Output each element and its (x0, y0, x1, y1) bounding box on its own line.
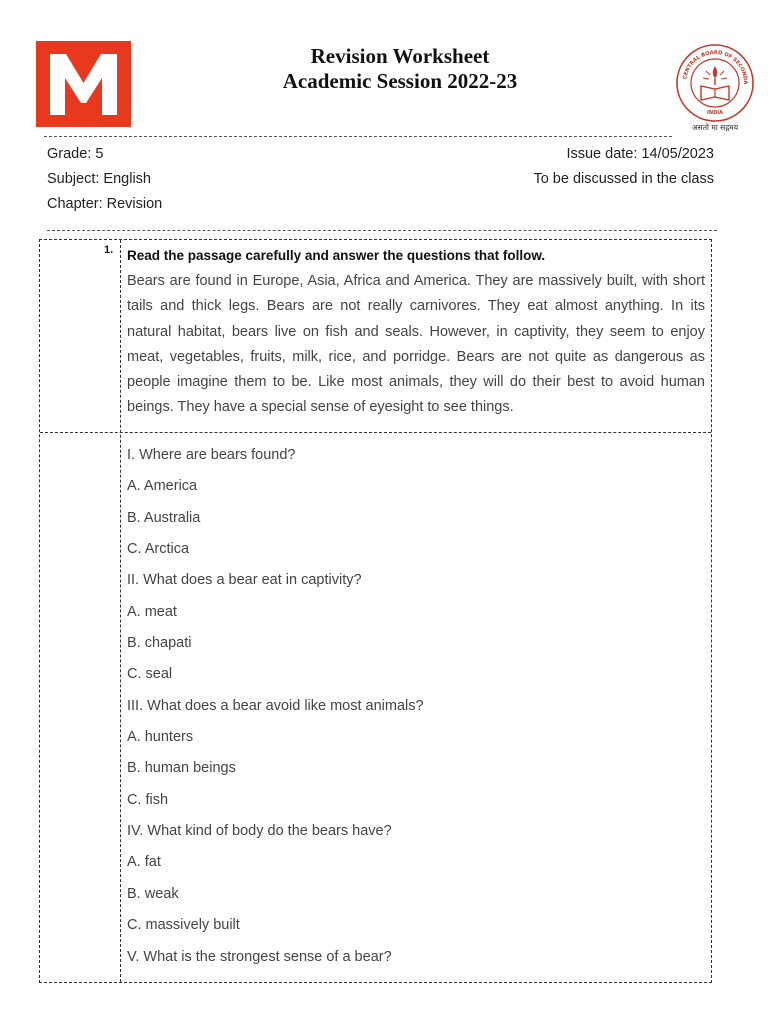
answer-option: B. human beings (127, 760, 236, 777)
title-line-2: Academic Session 2022-23 (282, 69, 518, 93)
question-table (39, 239, 712, 983)
question-line: II. What does a bear eat in captivity? (127, 572, 362, 589)
answer-option: C. seal (127, 666, 173, 683)
answer-option: B. chapati (127, 635, 192, 652)
seal-country: INDIA (707, 110, 723, 116)
reading-passage: Bears are found in Europe, Asia, Africa and America. They are massively built, with short tails and thick legs. Bears are not really carnivores. They eat almost anything. In its natural habitat, bears live on fish and seals. However, in captivity, they seem to enjoy meat, vegetables, fruits, milk, rice, and porridge. Bears are not quite as dangerous as people imagine them to be. Like most animals, they will do their best to avoid human beings. They have a special sense of eyesight to see things. (127, 273, 705, 416)
answer-option: A. America (127, 478, 198, 495)
question-instruction: Read the passage carefully and answer the questions that follow. (127, 248, 546, 263)
table-row-divider (40, 432, 711, 433)
answer-option: A. hunters (127, 729, 194, 746)
answer-option: B. Australia (127, 509, 201, 526)
seal-motto: असतो मा सद्गमय (691, 123, 739, 132)
answer-option: C. Arctica (127, 541, 190, 558)
question-line: IV. What kind of body do the bears have? (127, 823, 392, 840)
answer-option: C. massively built (127, 917, 240, 934)
discussion-note: To be discussed in the class (533, 171, 714, 187)
m-logo-icon (36, 41, 131, 127)
school-logo (36, 41, 131, 127)
grade-label: Grade: 5 (47, 146, 104, 162)
question-list (127, 445, 705, 978)
board-seal (672, 38, 758, 136)
cbse-seal-icon (672, 38, 758, 136)
answer-option: B. weak (127, 885, 179, 902)
answer-option: A. meat (127, 603, 177, 620)
answer-option: A. fat (127, 854, 161, 871)
subject-label: Subject: English (47, 171, 151, 187)
question-number: 1. (104, 244, 114, 256)
question-line: I. Where are bears found? (127, 447, 296, 463)
header-divider (44, 136, 672, 137)
answer-option: C. fish (127, 791, 169, 808)
issue-date-label: Issue date: 14/05/2023 (566, 146, 714, 162)
title-line-1: Revision Worksheet (310, 44, 490, 68)
question-line: III. What does a bear avoid like most animals? (127, 697, 424, 714)
table-column-divider (120, 240, 121, 982)
seal-ring-text: CENTRAL BOARD OF SECONDA (682, 49, 749, 85)
worksheet-title (150, 44, 650, 94)
meta-divider (47, 230, 717, 231)
question-line: V. What is the strongest sense of a bear? (127, 948, 392, 965)
chapter-label: Chapter: Revision (47, 196, 163, 212)
